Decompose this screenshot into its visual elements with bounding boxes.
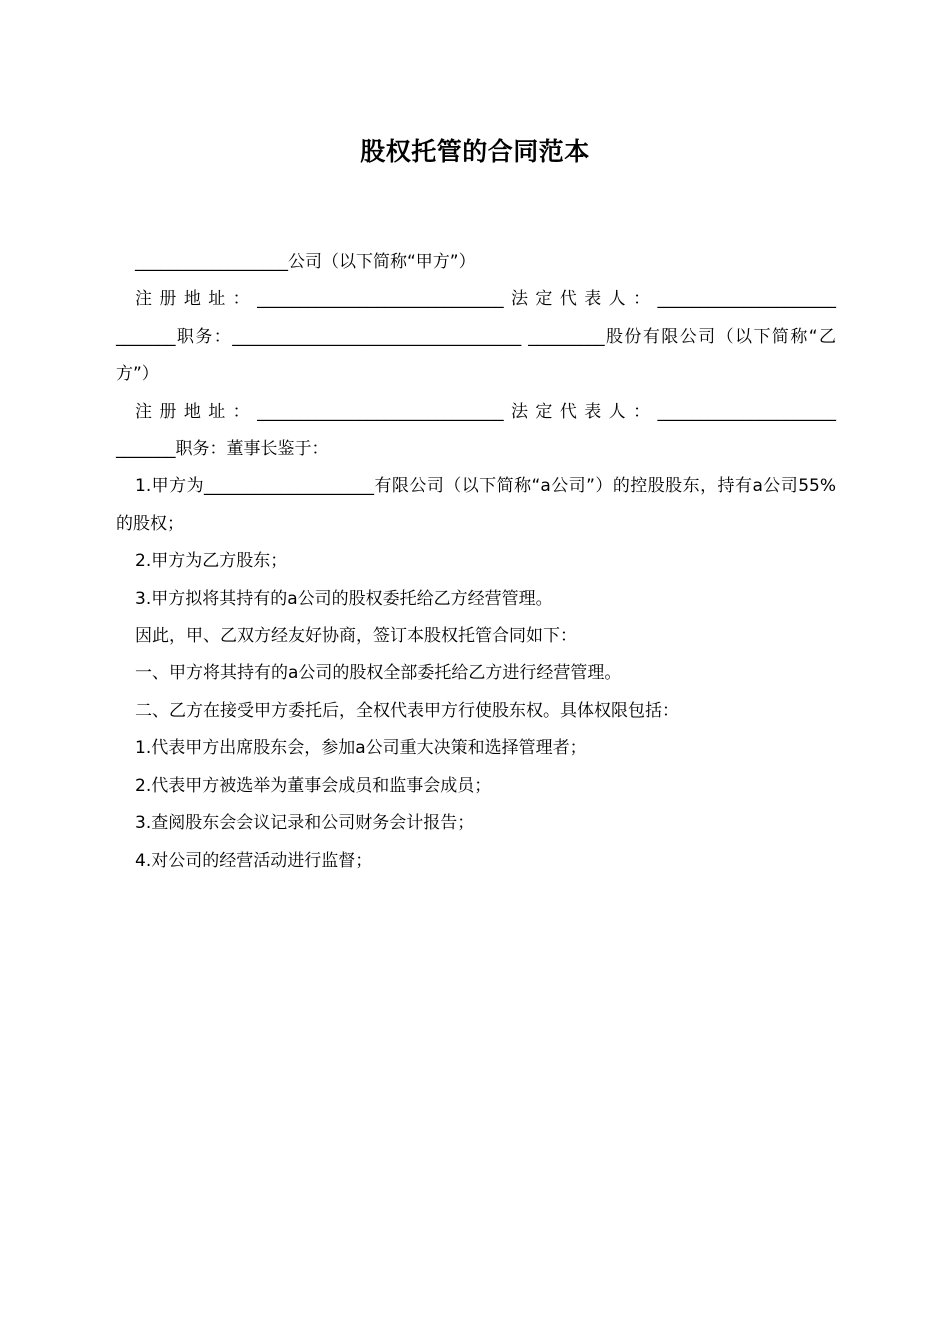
clause-2-item-2: 2.代表甲方被选举为董事会成员和监事会成员； [135, 775, 492, 796]
clause-2-item-3: 3.查阅股东会会议记录和公司财务会计报告； [135, 813, 475, 834]
clause-1: 一、甲方将其持有的a公司的股权全部委托给乙方进行经营管理。 [135, 663, 622, 684]
agreement-intro: 因此，甲、乙双方经友好协商，签订本股权托管合同如下： [135, 626, 577, 647]
party-b-position-line: _______职务：董事长鉴于： [116, 439, 329, 460]
recital-1: 1.甲方为____________________有限公司（以下简称“a公司”）的控股股东，持有a公司55%的股权； [116, 476, 836, 534]
clause-2: 二、乙方在接受甲方委托后，全权代表甲方行使股东权。具体权限包括： [135, 700, 679, 721]
party-a-address-line: 注册地址：_____________________________法定代表人：_____________________ [135, 289, 836, 310]
party-a-line: __________________公司（以下简称“甲方”） [135, 252, 476, 272]
clause-2-item-1: 1.代表甲方出席股东会，参加a公司重大决策和选择管理者； [135, 738, 587, 759]
party-b-address-line: 注册地址：_____________________________法定代表人：_____________________ [135, 401, 836, 422]
document-title: 股权托管的合同范本 [360, 137, 590, 166]
clause-2-item-4: 4.对公司的经营活动进行监督； [135, 850, 373, 871]
party-a-position-party-b-line: _______职务：__________________________________ _________股份有限公司（以下简称“乙方”） [116, 326, 836, 385]
recital-3: 3.甲方拟将其持有的a公司的股权委托给乙方经营管理。 [135, 588, 553, 609]
document-body [116, 244, 836, 880]
recital-2: 2.甲方为乙方股东； [135, 551, 288, 572]
